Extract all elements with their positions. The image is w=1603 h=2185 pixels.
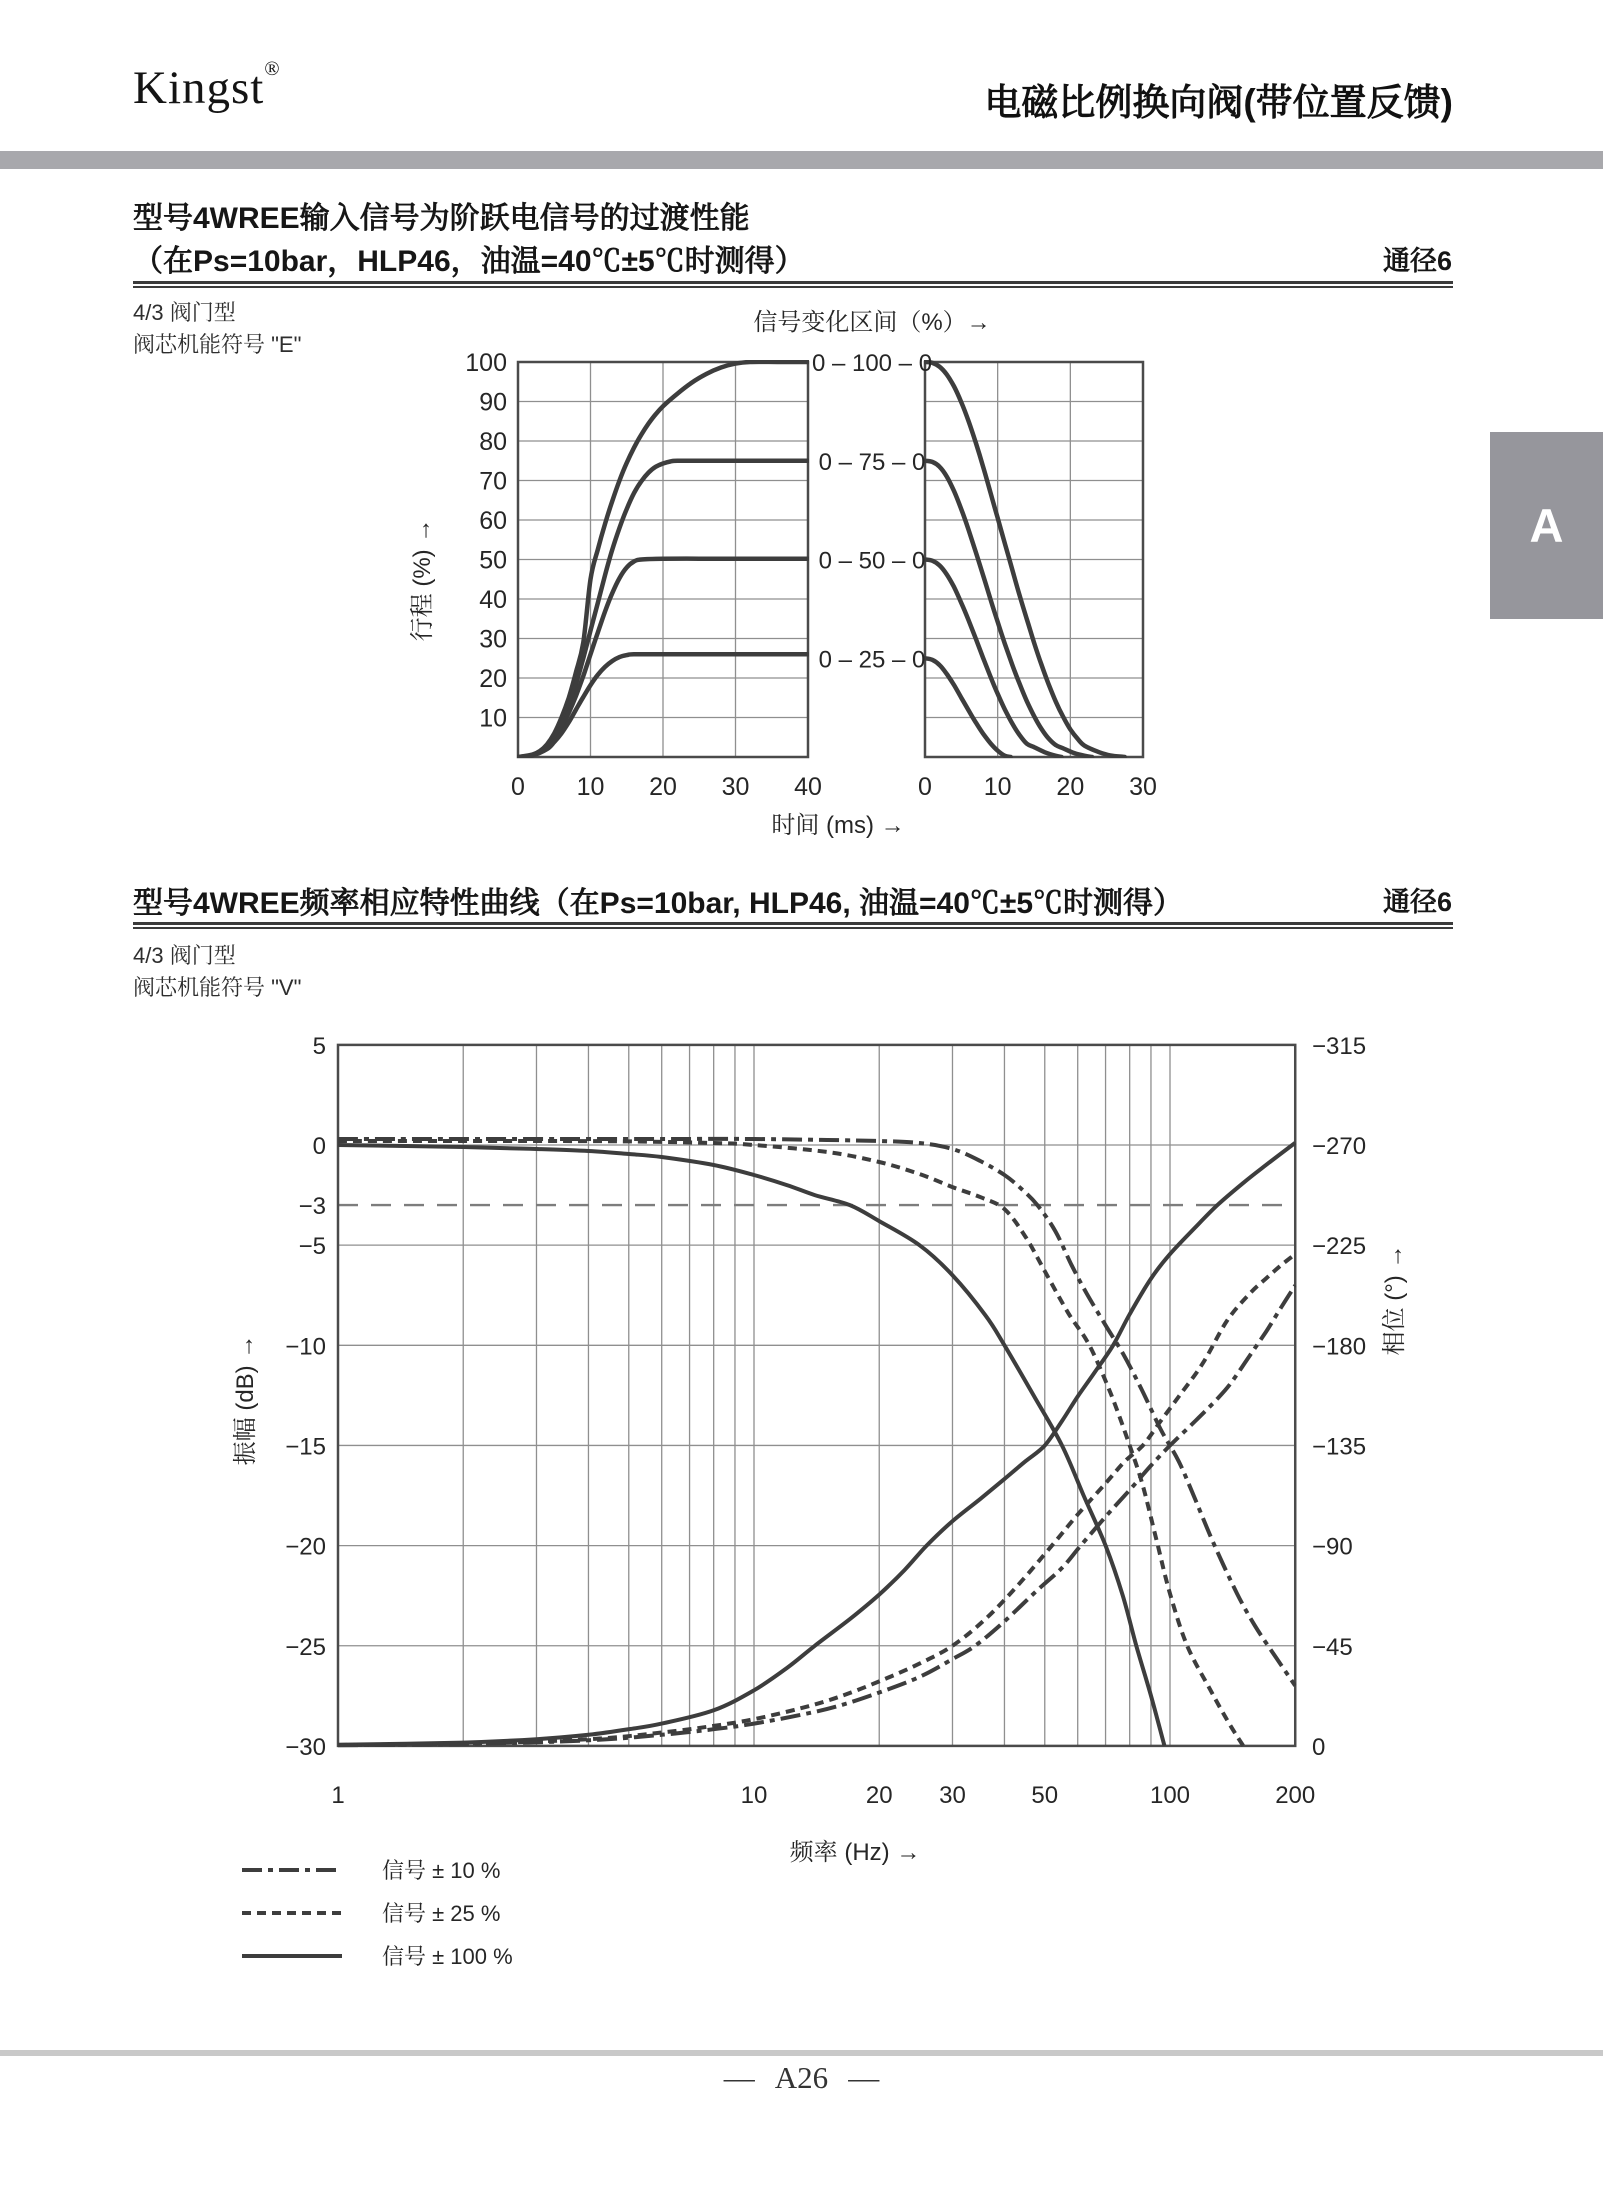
section1-subtype-line1: 4/3 阀门型 <box>133 300 236 325</box>
phase-tick-label: −90 <box>1312 1533 1353 1561</box>
frequency-tick-label: 200 <box>1275 1782 1316 1809</box>
bode-curves <box>338 1139 1295 1746</box>
panel-curves <box>518 362 808 757</box>
amplitude-axis-title: 振幅 (dB) → <box>232 1334 259 1466</box>
y-tick-label: 80 <box>479 428 507 456</box>
page-number-value: A26 <box>774 2060 829 2095</box>
legend-label: 信号 ± 10 % <box>382 1858 501 1883</box>
section-index-tab <box>1490 432 1603 619</box>
frequency-axis-title: 频率 (Hz) → <box>789 1839 921 1866</box>
section1-subtype-line2: 阀芯机能符号 "E" <box>133 332 302 357</box>
section2-title: 型号4WREE频率相应特性曲线（在Ps=10bar, HLP46, 油温=40℃±5℃时测得） <box>133 887 1184 920</box>
page-number <box>0 2060 1603 2096</box>
step-curve <box>518 559 808 757</box>
x-tick-label: 20 <box>1056 773 1085 801</box>
x-tick-label: 10 <box>576 773 605 801</box>
panel-curves <box>925 362 1125 757</box>
panel-grid <box>925 362 1143 757</box>
section2-subtype-line2: 阀芯机能符号 "V" <box>133 975 302 1000</box>
amplitude-tick-label: −10 <box>285 1333 326 1361</box>
section2-valve-subtype <box>133 940 301 1004</box>
frequency-tick-label: 100 <box>1149 1782 1191 1809</box>
x-tick-label: 0 <box>918 773 932 801</box>
phase-curve <box>338 1254 1295 1745</box>
section1-valve-subtype <box>133 297 301 361</box>
footer-divider-bar <box>0 2050 1603 2056</box>
phase-tick-label: −135 <box>1312 1433 1367 1461</box>
header-divider-bar <box>0 151 1603 169</box>
x-tick-label: 0 <box>511 773 525 801</box>
section2-size-note: 通径6 <box>1382 887 1452 917</box>
signal-range-label: 0 – 100 – 0 <box>811 350 933 377</box>
frequency-tick-label: 10 <box>740 1782 768 1809</box>
amplitude-tick-label: −30 <box>285 1733 326 1761</box>
step-response-chart <box>130 295 1245 850</box>
page-number-dash-right: — <box>848 2060 880 2095</box>
time-axis-title: 时间 (ms) → <box>771 812 905 839</box>
step-curve <box>925 362 1125 757</box>
brand-logo-text: Kingst <box>133 62 265 114</box>
x-tick-label: 10 <box>983 773 1012 801</box>
amplitude-tick-label: 0 <box>312 1133 326 1160</box>
x-tick-label: 20 <box>649 773 677 801</box>
page-number-dash-left: — <box>723 2060 755 2095</box>
frequency-response-svg <box>130 1000 1475 2010</box>
section1-title-line1: 型号4WREE输入信号为阶跃电信号的过渡性能 <box>133 202 750 235</box>
brand-logo <box>133 58 281 115</box>
amplitude-tick-label: −15 <box>285 1433 326 1461</box>
x-tick-label: 30 <box>1129 773 1157 801</box>
stroke-axis-title: 行程 (%) → <box>409 518 436 642</box>
step-curve <box>925 461 1092 757</box>
y-tick-label: 30 <box>479 625 507 654</box>
step-curve <box>518 461 808 757</box>
y-tick-label: 60 <box>479 507 507 535</box>
amplitude-tick-label: −20 <box>285 1533 326 1561</box>
phase-tick-label: 0 <box>1312 1733 1326 1761</box>
legend-label: 信号 ± 25 % <box>382 1901 501 1926</box>
phase-axis-title: 相位 (°) → <box>1381 1244 1408 1356</box>
section2-rule <box>133 922 1453 929</box>
phase-curve <box>338 1143 1295 1745</box>
phase-curve <box>338 1285 1295 1745</box>
step-curve <box>518 362 808 757</box>
frequency-tick-label: 1 <box>331 1782 345 1809</box>
signal-range-label: 0 – 25 – 0 <box>818 646 926 674</box>
step-curve <box>518 654 808 757</box>
registered-mark-icon: ® <box>264 58 281 80</box>
amplitude-tick-label: −5 <box>298 1233 326 1261</box>
signal-range-axis-title: 信号变化区间（%）→ <box>753 309 991 336</box>
amplitude-curve <box>338 1145 1165 1746</box>
phase-tick-label: −180 <box>1312 1333 1367 1361</box>
phase-tick-label: −225 <box>1312 1233 1367 1261</box>
amplitude-tick-label: 5 <box>312 1032 326 1060</box>
section-index-tab-label: A <box>1529 499 1564 552</box>
step-curve <box>925 560 1062 758</box>
x-tick-label: 40 <box>794 773 822 801</box>
y-tick-label: 40 <box>479 586 507 614</box>
page-title: 电磁比例换向阀(带位置反馈) <box>984 82 1453 123</box>
frequency-tick-label: 50 <box>1031 1782 1059 1809</box>
y-tick-label: 50 <box>479 546 507 575</box>
y-tick-label: 70 <box>479 467 507 496</box>
amplitude-tick-label: −3 <box>298 1193 326 1221</box>
y-tick-label: 100 <box>465 349 507 377</box>
x-tick-label: 30 <box>721 773 750 801</box>
phase-tick-label: −45 <box>1312 1633 1353 1661</box>
y-tick-label: 90 <box>479 388 507 417</box>
step-response-svg <box>130 295 1245 850</box>
section1-title-line2: （在Ps=10bar，HLP46，油温=40℃±5℃时测得） <box>133 245 805 278</box>
y-tick-label: 20 <box>479 665 507 693</box>
section1-rule <box>133 281 1453 288</box>
bode-grid <box>338 1045 1295 1746</box>
frequency-response-chart <box>130 1000 1475 2010</box>
y-tick-label: 10 <box>479 704 507 733</box>
signal-range-label: 0 – 75 – 0 <box>818 448 926 476</box>
section1-size-note: 通径6 <box>1382 246 1452 276</box>
amplitude-curve <box>338 1139 1295 1686</box>
legend-label: 信号 ± 100 % <box>382 1944 513 1969</box>
phase-tick-label: −315 <box>1312 1032 1367 1060</box>
frequency-tick-label: 20 <box>865 1782 893 1809</box>
amplitude-curve <box>338 1141 1243 1746</box>
amplitude-tick-label: −25 <box>285 1633 326 1661</box>
phase-tick-label: −270 <box>1312 1133 1367 1161</box>
frequency-tick-label: 30 <box>939 1782 966 1809</box>
panel-grid <box>518 362 808 757</box>
section2-subtype-line1: 4/3 阀门型 <box>133 943 236 968</box>
step-curve <box>925 658 1011 757</box>
signal-range-label: 0 – 50 – 0 <box>818 547 926 575</box>
